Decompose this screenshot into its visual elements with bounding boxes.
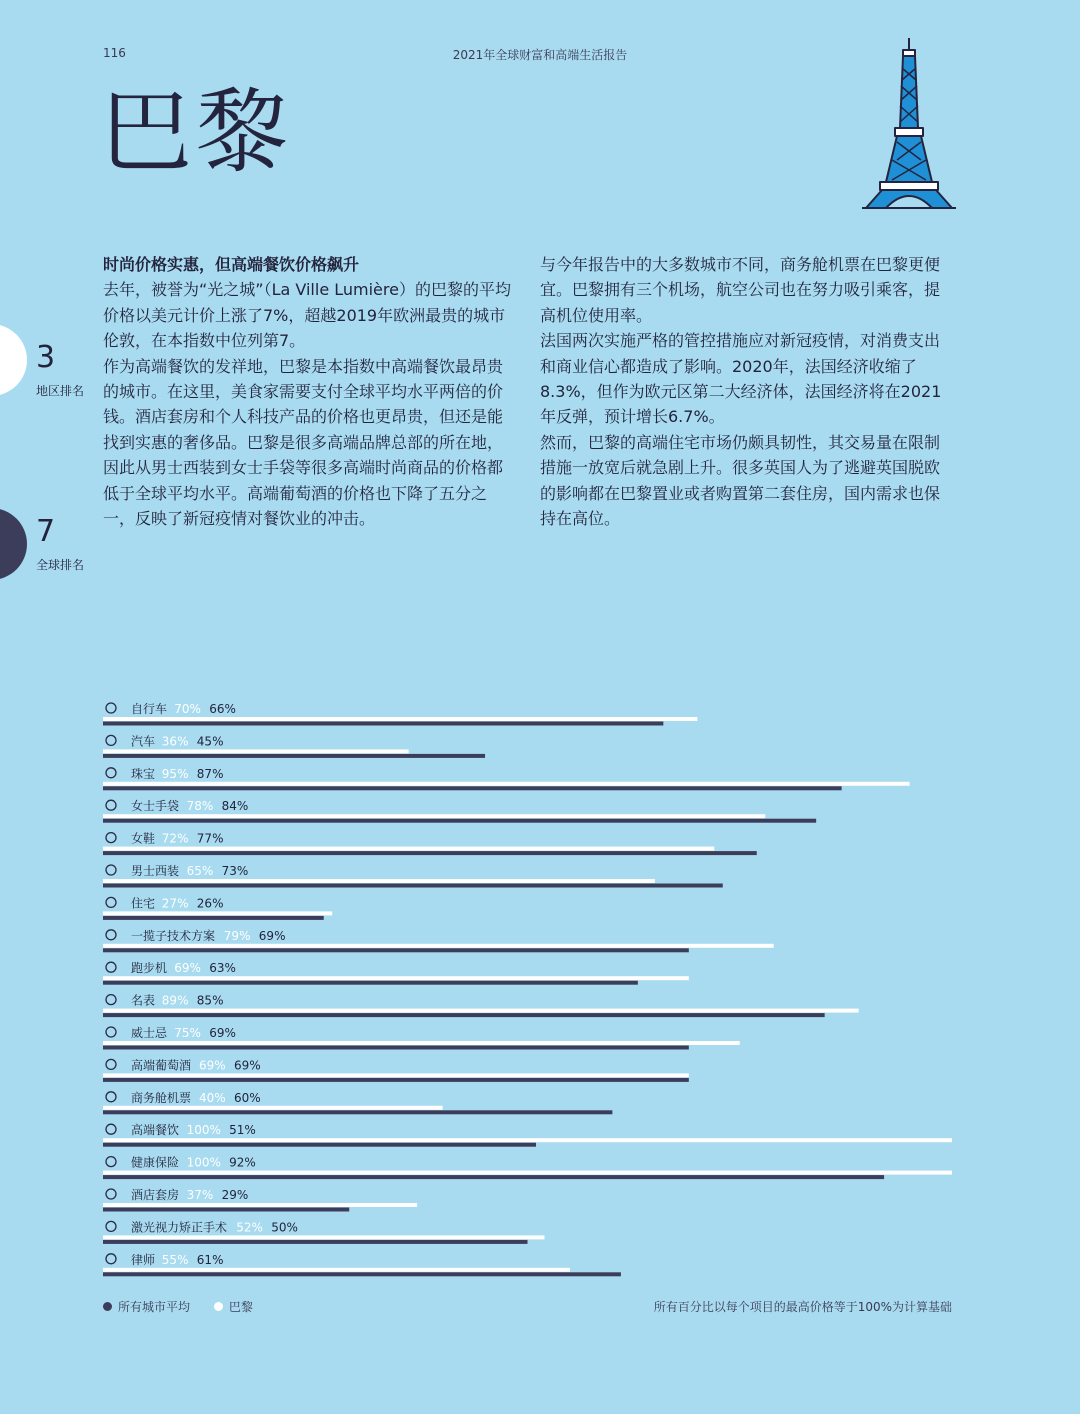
paris-bar: [103, 976, 689, 980]
paris-value-label: 78%: [186, 799, 214, 814]
chart-legend: [103, 1298, 253, 1315]
average-value-label: 66%: [209, 702, 236, 716]
paris-bar: [103, 717, 697, 721]
average-bar: [103, 1078, 689, 1082]
paris-bar: [103, 847, 714, 851]
paris-bar: [103, 749, 409, 753]
average-value-label: 77%: [196, 831, 224, 846]
category-label: 酒店套房: [131, 1188, 180, 1202]
city-title: 巴黎: [100, 79, 293, 186]
average-bar: [103, 851, 757, 855]
paris-value-label: 100%: [186, 1155, 221, 1170]
paris-bar: [103, 1106, 443, 1110]
bicycle-icon: [106, 703, 116, 713]
page-number: 116: [103, 46, 126, 60]
average-bar: [103, 981, 638, 985]
average-value-label: 51%: [229, 1123, 256, 1138]
article-paragraph: 然而，巴黎的高端住宅市场仍颇具韧性，其交易量在限制措施一放宽后就急剧上升。很多英国人为了逃避英国脱欧的影响都在巴黎置业或者购置第二套住房，国内需求也保持在高位。: [540, 432, 941, 529]
global-rank-marker: [0, 508, 27, 580]
average-bar: [103, 884, 723, 888]
average-bar: [103, 1143, 536, 1147]
category-label: 商务舱机票: [131, 1090, 192, 1105]
category-label: 高端餐饮: [131, 1123, 180, 1138]
paris-value-label: 27%: [161, 896, 189, 911]
average-value-label: 63%: [209, 961, 236, 976]
average-bar: [103, 948, 689, 952]
paris-value-label: 37%: [186, 1188, 214, 1202]
average-bar: [103, 916, 324, 920]
paris-value-label: 79%: [223, 928, 251, 943]
average-value-label: 45%: [196, 734, 224, 749]
category-label: 名表: [131, 993, 156, 1008]
average-value-label: 73%: [221, 864, 249, 878]
hotel-icon: [106, 1189, 116, 1199]
paris-bar: [103, 1235, 544, 1239]
average-value-label: 87%: [196, 766, 224, 781]
paris-bar: [103, 1041, 740, 1045]
average-value-label: 69%: [234, 1058, 261, 1073]
category-label: 跑步机: [131, 961, 168, 976]
watch-icon: [106, 995, 116, 1005]
paris-value-label: 52%: [236, 1220, 263, 1235]
category-label: 一揽子技术方案: [131, 928, 216, 943]
average-bar: [103, 786, 842, 790]
diamond-icon: [106, 768, 116, 778]
paris-bar: [103, 814, 765, 818]
average-value-label: 29%: [221, 1188, 249, 1202]
airplane-icon: [106, 1092, 116, 1102]
average-value-label: 69%: [258, 928, 286, 943]
paris-bar: [103, 1073, 689, 1077]
category-label: 女鞋: [131, 831, 156, 846]
category-label: 律师: [131, 1252, 156, 1267]
heel-shoe-icon: [106, 833, 116, 843]
paris-value-label: 69%: [199, 1058, 226, 1073]
paris-bar: [103, 911, 332, 915]
price-comparison-chart: [0, 695, 1080, 1295]
category-label: 高端葡萄酒: [131, 1058, 192, 1073]
category-label: 威士忌: [131, 1026, 168, 1040]
paris-bar: [103, 879, 655, 883]
eiffel-tower-icon: [862, 36, 956, 210]
paris-value-label: 95%: [161, 766, 189, 781]
average-bar: [103, 1110, 612, 1114]
article-column-2: [540, 252, 952, 531]
paris-value-label: 70%: [174, 702, 201, 716]
average-bar: [103, 1208, 349, 1212]
average-value-label: 26%: [196, 896, 224, 911]
paris-value-label: 89%: [161, 993, 189, 1008]
paris-value-label: 69%: [174, 961, 201, 976]
average-value-label: 69%: [209, 1026, 236, 1040]
handbag-icon: [106, 800, 116, 810]
category-label: 自行车: [131, 702, 168, 716]
category-label: 住宅: [131, 896, 156, 911]
average-bar: [103, 1240, 528, 1244]
paris-bar: [103, 1009, 859, 1013]
average-value-label: 85%: [196, 993, 224, 1008]
average-bar: [103, 754, 485, 758]
regional-rank-label: 地区排名: [36, 384, 85, 398]
average-value-label: 61%: [196, 1252, 224, 1267]
average-value-label: 92%: [229, 1155, 256, 1170]
paris-value-label: 36%: [161, 734, 189, 749]
article-column-1: [103, 252, 515, 531]
chart-note: 所有百分比以每个项目的最高价格等于100%为计算基础: [653, 1300, 952, 1314]
category-label: 健康保险: [131, 1155, 180, 1170]
regional-rank-marker: [0, 324, 27, 396]
category-label: 男士西装: [131, 864, 180, 878]
average-bar: [103, 1272, 621, 1276]
article-paragraph: 法国两次实施严格的管控措施应对新冠疫情，对消费支出和商业信心都造成了影响。2020年，法国经济收缩了8.3%，但作为欧元区第二大经济体，法国经济将在2021年反弹，预计增长6.7%。: [540, 331, 942, 427]
article-paragraph: 作为高端餐饮的发祥地，巴黎是本指数中高端餐饮最昂贵的城市。在这里，美食家需要支付全球平均水平两倍的价钱。酒店套房和个人科技产品的价格也更昂贵，但还是能找到实惠的奢侈品。巴黎是很多高端品牌总部的所在地，因此从男士西装到女士手袋等很多高端时尚商品的价格都低于全球平均水平。高端葡萄酒的价格也下降了五分之一，反映了新冠疫情对餐饮业的冲击。: [103, 356, 504, 529]
paris-bar: [103, 1268, 570, 1272]
global-rank-value: 7: [36, 514, 56, 549]
category-label: 珠宝: [131, 766, 156, 781]
average-value-label: 60%: [234, 1090, 261, 1105]
paris-bar: [103, 1203, 417, 1207]
average-bar: [103, 1175, 884, 1179]
suit-icon: [106, 865, 116, 875]
category-label: 汽车: [131, 734, 156, 749]
lawyer-icon: [106, 1254, 116, 1264]
average-value-label: 84%: [221, 799, 249, 814]
article-paragraph: 去年，被誉为“光之城”（La Ville Lumière）的巴黎的平均价格以美元计价上涨了7%，超越2019年欧洲最贵的城市伦敦，在本指数中位列第7。: [103, 280, 511, 351]
category-label: 激光视力矫正手术: [131, 1220, 228, 1235]
legend-paris-marker: [214, 1302, 223, 1311]
heart-health-icon: [106, 1157, 116, 1167]
car-icon: [106, 735, 116, 745]
report-title: 2021年全球财富和高端生活报告: [452, 48, 628, 62]
legend-average-marker: [103, 1302, 112, 1311]
wine-glass-icon: [106, 1059, 116, 1069]
paris-value-label: 65%: [186, 864, 214, 878]
eye-laser-icon: [106, 1221, 116, 1231]
average-bar: [103, 819, 816, 823]
legend-paris-label: 巴黎: [228, 1300, 253, 1314]
treadmill-icon: [106, 962, 116, 972]
category-label: 女士手袋: [131, 799, 180, 814]
paris-value-label: 100%: [186, 1123, 221, 1138]
paris-bar: [103, 782, 910, 786]
global-rank-label: 全球排名: [36, 558, 85, 572]
paris-value-label: 72%: [161, 831, 189, 846]
legend-average-label: 所有城市平均: [118, 1300, 191, 1314]
article-paragraph: 与今年报告中的大多数城市不同，商务舱机票在巴黎更便宜。巴黎拥有三个机场，航空公司也在努力吸引乘客，提高机位使用率。: [540, 255, 941, 325]
bar-chart: [0, 695, 1080, 1295]
laptop-icon: [106, 930, 116, 940]
regional-rank-value: 3: [36, 340, 56, 375]
paris-value-label: 55%: [161, 1252, 189, 1267]
paris-bar: [103, 1171, 952, 1175]
paris-bar: [103, 1138, 952, 1142]
article-heading: 时尚价格实惠，但高端餐饮价格飙升: [103, 255, 360, 274]
average-bar: [103, 1013, 825, 1017]
average-bar: [103, 1046, 689, 1050]
paris-value-label: 75%: [174, 1026, 201, 1040]
paris-bar: [103, 944, 774, 948]
average-bar: [103, 722, 663, 726]
whisky-icon: [106, 1027, 116, 1037]
house-icon: [106, 897, 116, 907]
average-value-label: 50%: [271, 1220, 298, 1235]
dining-cloche-icon: [106, 1124, 116, 1134]
paris-value-label: 40%: [199, 1090, 226, 1105]
